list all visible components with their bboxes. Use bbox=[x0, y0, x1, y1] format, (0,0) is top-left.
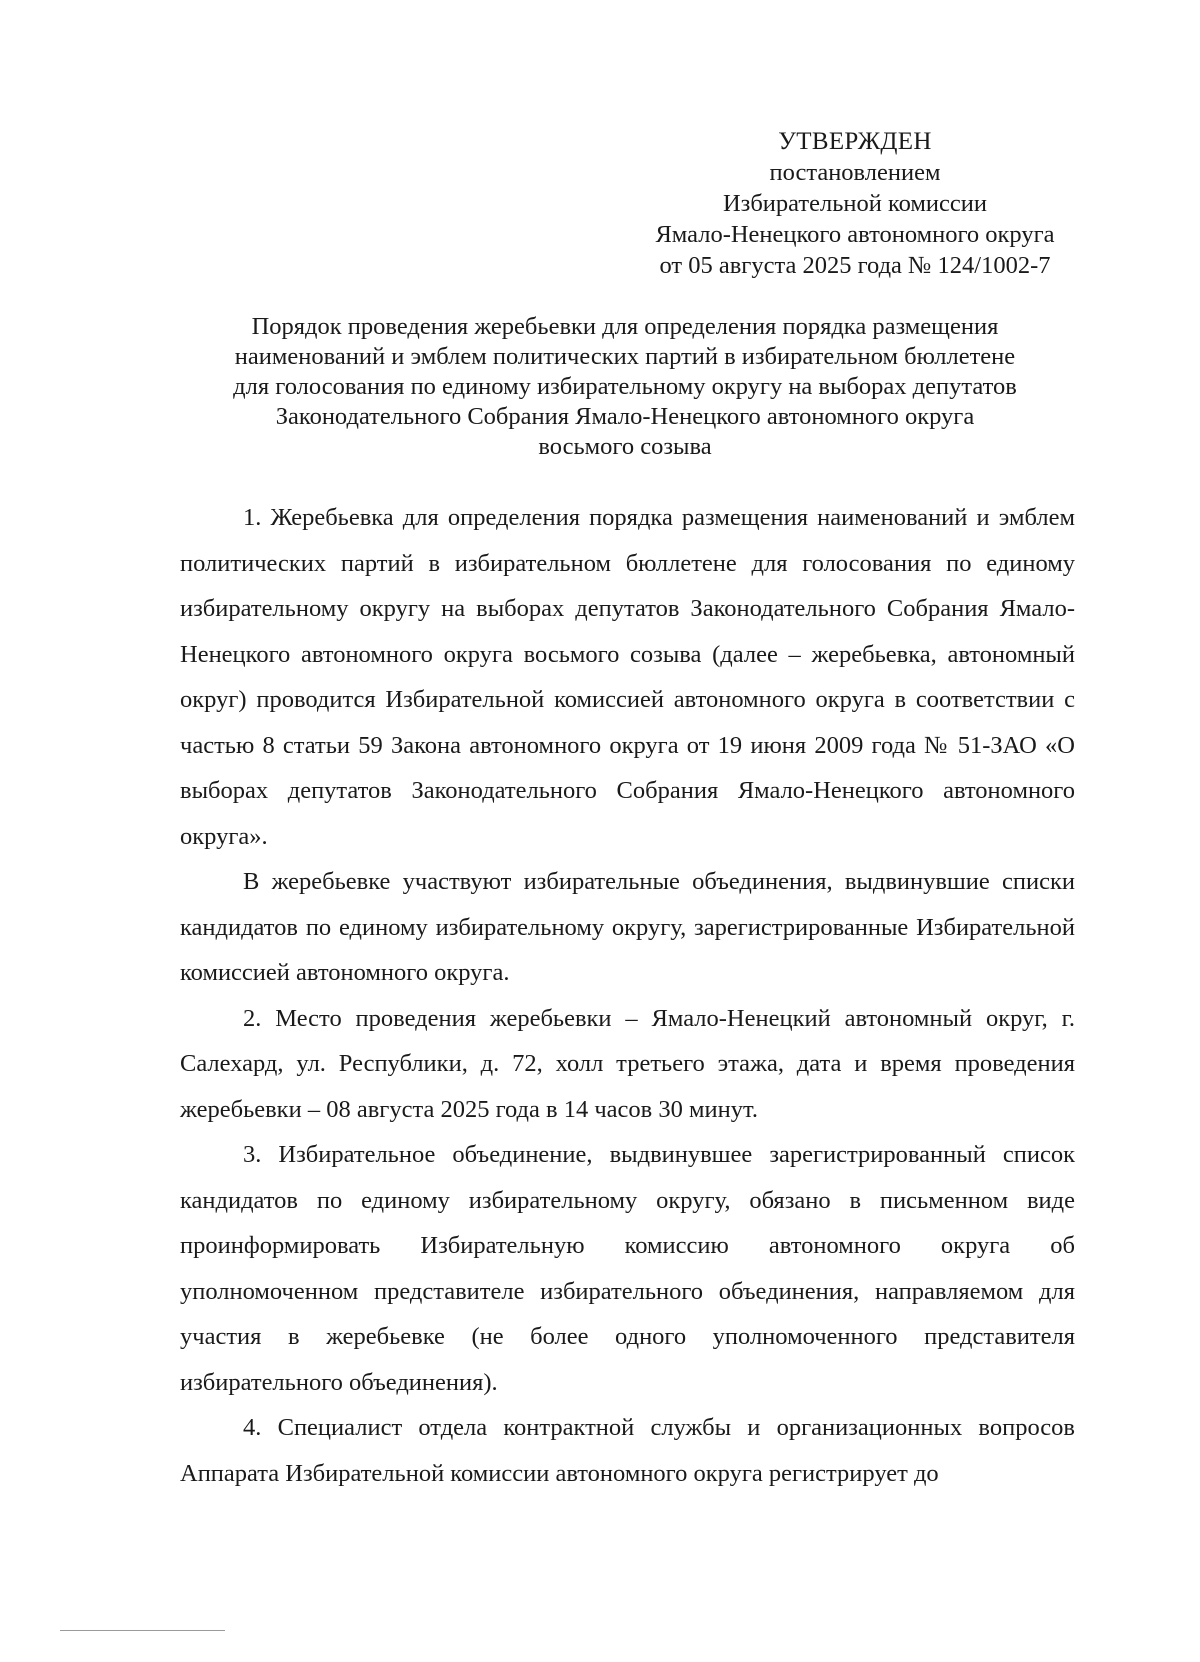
paragraph-3: 3. Избирательное объединение, выдвинувшее зарегистрированный список кандидатов по единому избирательному округу, обязано в письменном виде проинформировать Избирательную комиссию автономного округа об уполномоченном представителе избирательного объединения, направляемом для участия в жеребьевке (не более одного уполномоченного представителя избирательного объединения). bbox=[180, 1141, 1075, 1396]
footnote-divider bbox=[60, 1630, 225, 1631]
document-title-line: Порядок проведения жеребьевки для определения порядка размещения bbox=[251, 313, 999, 340]
document-title bbox=[180, 312, 1070, 462]
document-title-line: для голосования по единому избирательному округу на выборах депутатов bbox=[233, 373, 1017, 400]
approval-line-date-number: от 05 августа 2025 года № 124/1002-7 bbox=[659, 252, 1051, 279]
document-title-line: наименований и эмблем политических партий в избирательном бюллетене bbox=[234, 343, 1016, 370]
document-body bbox=[180, 495, 1075, 1496]
paragraph-4: 4. Специалист отдела контрактной службы и организационных вопросов Аппарата Избирательной комиссии автономного округа регистрирует до bbox=[180, 1414, 1075, 1487]
paragraph-1: 1. Жеребьевка для определения порядка размещения наименований и эмблем политических партий в избирательном бюллетене для голосования по единому избирательному округу на выборах депутатов Законодательного Собрания Ямало-Ненецкого автономного округа восьмого созыва (далее – жеребьевка, автономный округ) проводится Избирательной комиссией автономного округа в соответствии с частью 8 статьи 59 Закона автономного округа от 19 июня 2009 года № 51-ЗАО «О выборах депутатов Законодательного Собрания Ямало-Ненецкого автономного округа». bbox=[180, 504, 1075, 850]
approval-title: УТВЕРЖДЕН bbox=[778, 128, 932, 155]
paragraph-participants: В жеребьевке участвуют избирательные объединения, выдвинувшие списки кандидатов по единому избирательному округу, зарегистрированные Избирательной комиссией автономного округа. bbox=[180, 868, 1075, 986]
paragraph-2: 2. Место проведения жеребьевки – Ямало-Ненецкий автономный округ, г. Салехард, ул. Республики, д. 72, холл третьего этажа, дата и время проведения жеребьевки – 08 августа 2025 года в 14 часов 30 минут. bbox=[180, 1004, 1075, 1123]
approval-line-commission: Избирательной комиссии bbox=[722, 190, 988, 217]
document-title-line: восьмого созыва bbox=[538, 433, 712, 460]
document-title-line: Законодательного Собрания Ямало-Ненецкого автономного округа bbox=[275, 403, 975, 430]
approval-line-region: Ямало-Ненецкого автономного округа bbox=[655, 221, 1055, 248]
approval-line-resolution: постановлением bbox=[769, 159, 941, 186]
approval-stamp-block bbox=[620, 126, 1090, 281]
